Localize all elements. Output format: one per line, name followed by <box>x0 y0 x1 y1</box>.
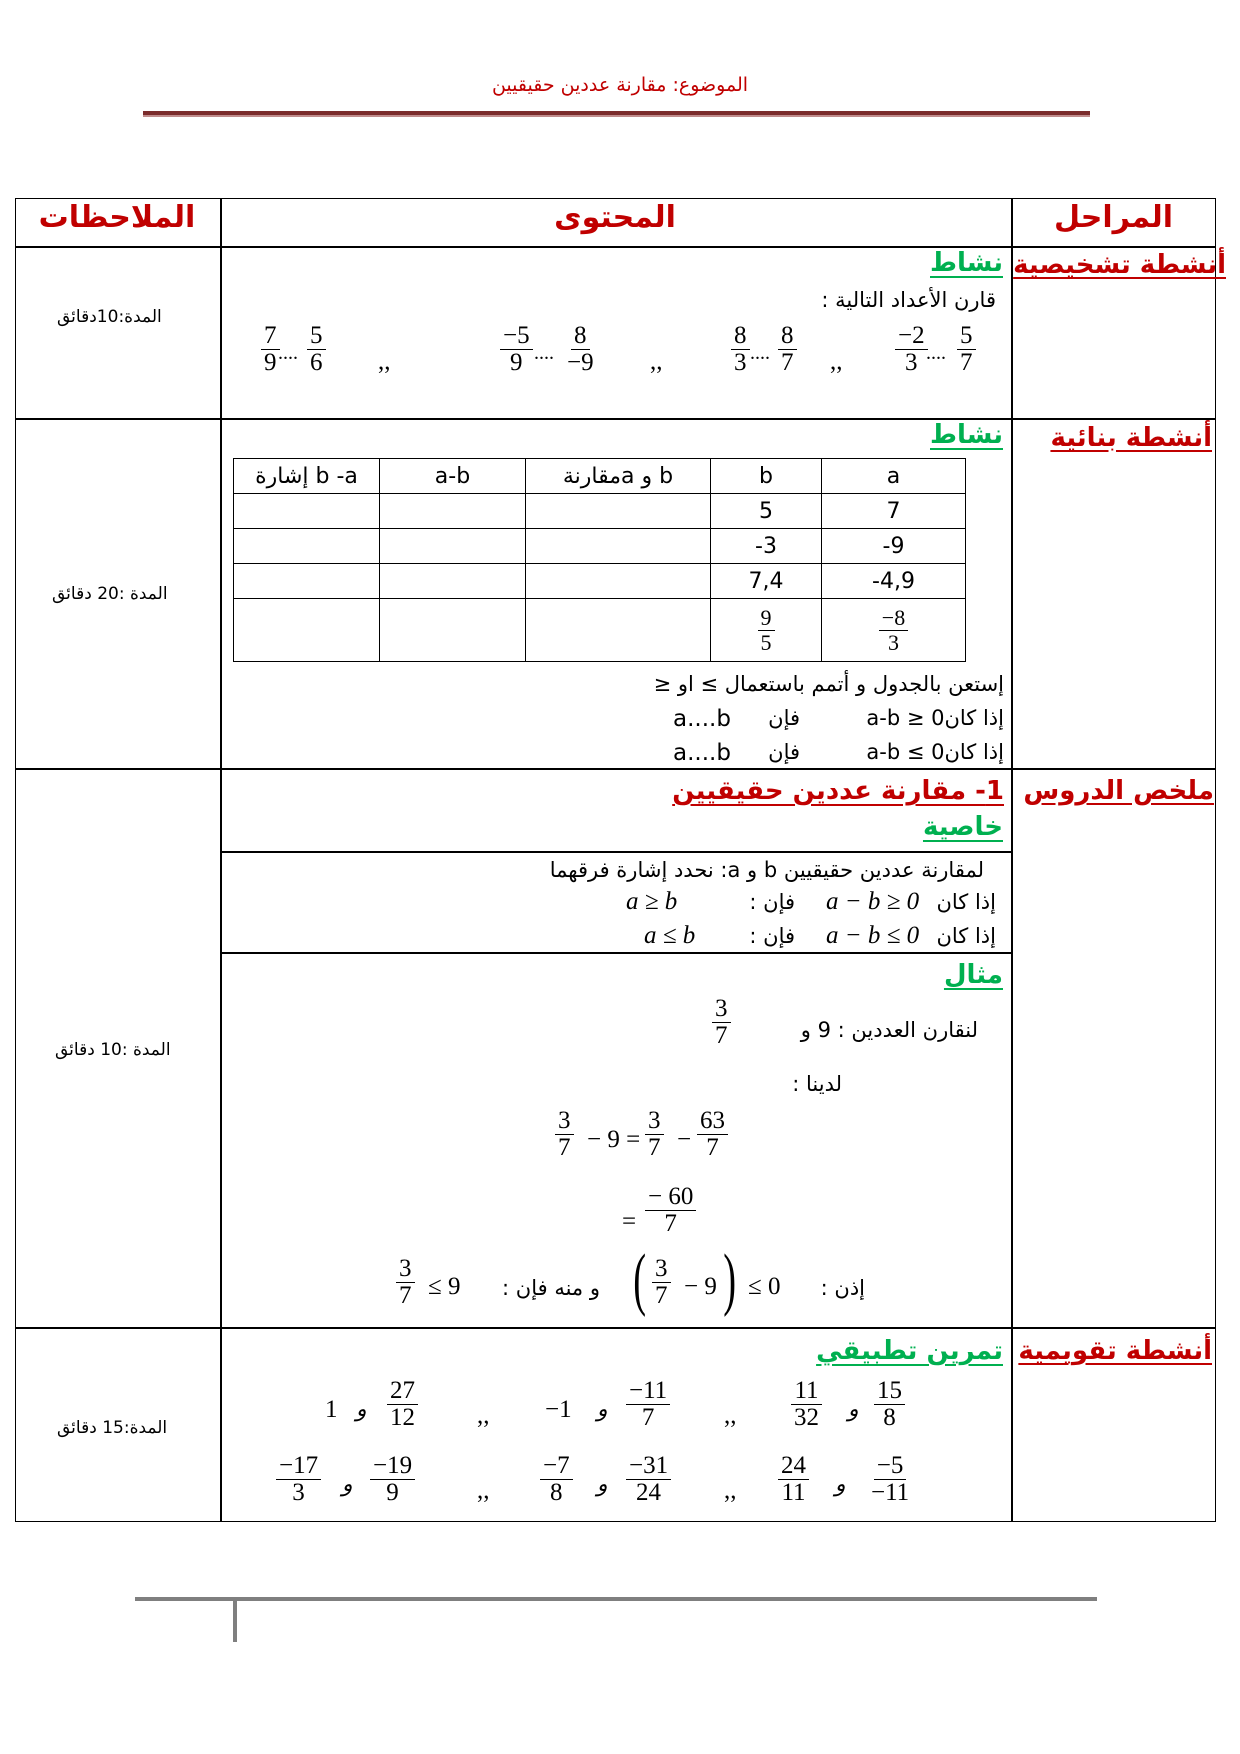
table-cell-empty[interactable] <box>526 529 711 564</box>
comparison-dots: .... <box>926 342 946 364</box>
rule-2-result: a....b <box>673 740 731 766</box>
property-then-1: فإن : <box>749 890 795 914</box>
stage-summary: ملخص الدروس <box>1023 776 1214 806</box>
then-word: إذن : <box>820 1276 865 1300</box>
comparison-table <box>233 458 966 662</box>
comparison-dots: .... <box>534 342 554 364</box>
rule-2-if: إذا كان0 ≥ a-b <box>866 740 1004 764</box>
fraction: $\frac{-2}{3}$ <box>895 323 928 377</box>
row-divider <box>16 246 1215 248</box>
table-cell-empty[interactable] <box>234 494 380 529</box>
fraction: $\frac{-17}{3}$ <box>276 1453 321 1507</box>
duration-2: المدة :20 دقائق <box>52 584 168 604</box>
duration-4: المدة:15 دقائق <box>57 1418 168 1438</box>
stage-diagnostic: أنشطة تشخيصية <box>1013 250 1226 280</box>
table-row <box>234 599 966 662</box>
and-word: و <box>835 1471 846 1496</box>
activity-title-1: نشاط <box>930 248 1003 278</box>
table-row <box>234 564 966 599</box>
example-title: مثال <box>943 960 1003 990</box>
table-cell-empty[interactable] <box>234 529 380 564</box>
and-word: و <box>356 1396 367 1421</box>
property-result-2: a ≤ b <box>644 922 696 949</box>
property-if-1: إذا كان <box>936 890 996 914</box>
and-word: و <box>342 1471 353 1496</box>
rule-1-if: إذا كان0 ≤ a-b <box>866 706 1004 730</box>
exercise-title: تمرين تطبيقي <box>816 1336 1003 1366</box>
title-rule <box>143 111 1090 117</box>
fraction: $\frac{8}{3}$ <box>731 323 750 377</box>
property-result-1: a ≥ b <box>626 888 678 915</box>
fraction-den: 3 <box>887 629 899 655</box>
footer-tick <box>233 1598 237 1642</box>
property-if-2: إذا كان <box>936 924 996 948</box>
value: −1 <box>545 1396 572 1423</box>
fraction: $\frac{11}{32}$ <box>791 1378 822 1432</box>
table-cell-empty[interactable] <box>234 564 380 599</box>
table-cell-empty[interactable] <box>380 599 526 662</box>
fraction: $\frac{-19}{9}$ <box>370 1453 415 1507</box>
activity-title-2: نشاط <box>930 420 1003 450</box>
sub-divider <box>220 952 1011 954</box>
fraction-den: 5 <box>760 629 772 655</box>
table-cell <box>822 599 966 662</box>
fraction: $\frac{3}{7}$ <box>396 1256 415 1310</box>
calc-equals: = <box>622 1208 637 1235</box>
property-title: خاصية <box>922 812 1003 842</box>
inner-minus: − 9 <box>684 1273 717 1300</box>
table-cell: 7,4 <box>711 564 822 599</box>
fraction: $\frac{3}{7}$ <box>652 1256 671 1310</box>
header-content: المحتوى <box>554 200 676 235</box>
property-text: لمقارنة عددين حقيقيين b و a: نحدد إشارة فرقهما <box>549 858 984 882</box>
table-cell: -9 <box>822 529 966 564</box>
comparison-dots: .... <box>278 342 298 364</box>
separator: ,, <box>724 1402 737 1429</box>
fraction: $\frac{-5}{-11}$ <box>871 1452 910 1507</box>
table-header: مقارنةa و b <box>526 459 711 494</box>
table-header: إشارة b -a <box>234 459 380 494</box>
le-zero: ≤ 0 <box>748 1273 781 1300</box>
we-have: لدينا : <box>792 1072 842 1096</box>
value: 1 <box>325 1396 338 1423</box>
table-cell: -3 <box>711 529 822 564</box>
stage-evaluation: أنشطة تقويمية <box>1018 1336 1212 1366</box>
fraction: $\frac{8}{7}$ <box>778 323 797 377</box>
fraction-num: −8 <box>879 606 908 630</box>
table-cell-empty[interactable] <box>380 529 526 564</box>
column-divider <box>220 199 222 1521</box>
header-stages: المراحل <box>1053 200 1173 235</box>
table-header-row <box>234 459 966 494</box>
instruction-2: إستعن بالجدول و أتمم باستعمال ≥ او ≤ <box>653 672 1004 696</box>
fraction: $\frac{- 60}{7}$ <box>645 1184 696 1238</box>
duration-1: المدة:10دقائق <box>57 307 162 327</box>
table-cell-empty[interactable] <box>380 494 526 529</box>
table-cell-empty[interactable] <box>380 564 526 599</box>
and-word: و <box>848 1396 859 1421</box>
comparison-dots: .... <box>750 342 770 364</box>
fraction: $\frac{24}{11}$ <box>778 1453 809 1507</box>
table-cell-empty[interactable] <box>526 494 711 529</box>
and-word: و <box>597 1396 608 1421</box>
duration-3: المدة :10 دقائق <box>55 1040 171 1060</box>
table-cell-empty[interactable] <box>234 599 380 662</box>
fraction: $\frac{-5}{9}$ <box>500 323 533 377</box>
separator: ,, <box>650 348 663 375</box>
separator: ,, <box>477 1402 490 1429</box>
sub-divider <box>220 851 1011 853</box>
table-cell: -4,9 <box>822 564 966 599</box>
rule-1-then: فإن <box>768 706 800 730</box>
lesson-title: 1- مقارنة عددين حقيقيين <box>672 776 1004 806</box>
fraction: $\frac{-31}{24}$ <box>626 1453 671 1507</box>
example-text: لنقارن العددين : 9 و <box>800 1018 978 1042</box>
separator: ,, <box>724 1477 737 1504</box>
rule-1-result: a....b <box>673 706 731 732</box>
rule-2-then: فإن <box>768 740 800 764</box>
row-divider <box>16 418 1215 420</box>
column-divider <box>1011 199 1013 1521</box>
table-header: b <box>711 459 822 494</box>
fraction: $\frac{-7}{8}$ <box>540 1453 573 1507</box>
fraction: $\frac{-11}{7}$ <box>626 1378 670 1432</box>
table-cell-empty[interactable] <box>526 599 711 662</box>
fraction: $\frac{3}{7}$ <box>645 1108 664 1162</box>
table-row <box>234 529 966 564</box>
table-header: a-b <box>380 459 526 494</box>
fraction: $\frac{5}{7}$ <box>957 323 976 377</box>
fraction: $\frac{27}{12}$ <box>387 1378 418 1432</box>
left-paren: ( <box>633 1241 647 1318</box>
separator: ,, <box>830 348 843 375</box>
calc-minus: − <box>677 1126 692 1153</box>
and-so: و منه فإن : <box>502 1276 600 1300</box>
final-relation: ≤ 9 <box>428 1273 461 1300</box>
property-expr-1: a − b ≥ 0 <box>826 888 920 915</box>
table-row <box>234 494 966 529</box>
fraction: $\frac{3}{7}$ <box>555 1108 574 1162</box>
calc-minus-nine: − 9 = <box>587 1126 641 1153</box>
fraction-num: 9 <box>758 606 775 630</box>
separator: ,, <box>477 1477 490 1504</box>
property-then-2: فإن : <box>749 924 795 948</box>
footer-rule <box>135 1597 1097 1601</box>
row-divider <box>16 1327 1215 1329</box>
and-word: و <box>597 1471 608 1496</box>
page-title: الموضوع: مقارنة عددين حقيقيين <box>491 74 749 96</box>
row-divider <box>16 768 1215 770</box>
separator: ,, <box>378 348 391 375</box>
fraction: $\frac{3}{7}$ <box>712 996 731 1050</box>
header-notes: الملاحظات <box>38 200 196 235</box>
instruction-1: قارن الأعداد التالية : <box>821 288 996 312</box>
stage-constructive: أنشطة بنائية <box>1050 423 1212 453</box>
table-cell <box>711 599 822 662</box>
table-cell: 5 <box>711 494 822 529</box>
right-paren: ) <box>723 1241 737 1318</box>
table-cell: 7 <box>822 494 966 529</box>
fraction: $\frac{63}{7}$ <box>697 1108 728 1162</box>
fraction: $\frac{8}{-9}$ <box>567 322 594 377</box>
fraction: $\frac{15}{8}$ <box>874 1378 905 1432</box>
table-cell-empty[interactable] <box>526 564 711 599</box>
table-header: a <box>822 459 966 494</box>
property-expr-2: a − b ≤ 0 <box>826 922 920 949</box>
fraction: $\frac{5}{6}$ <box>307 323 326 377</box>
fraction: $\frac{7}{9}$ <box>261 323 280 377</box>
